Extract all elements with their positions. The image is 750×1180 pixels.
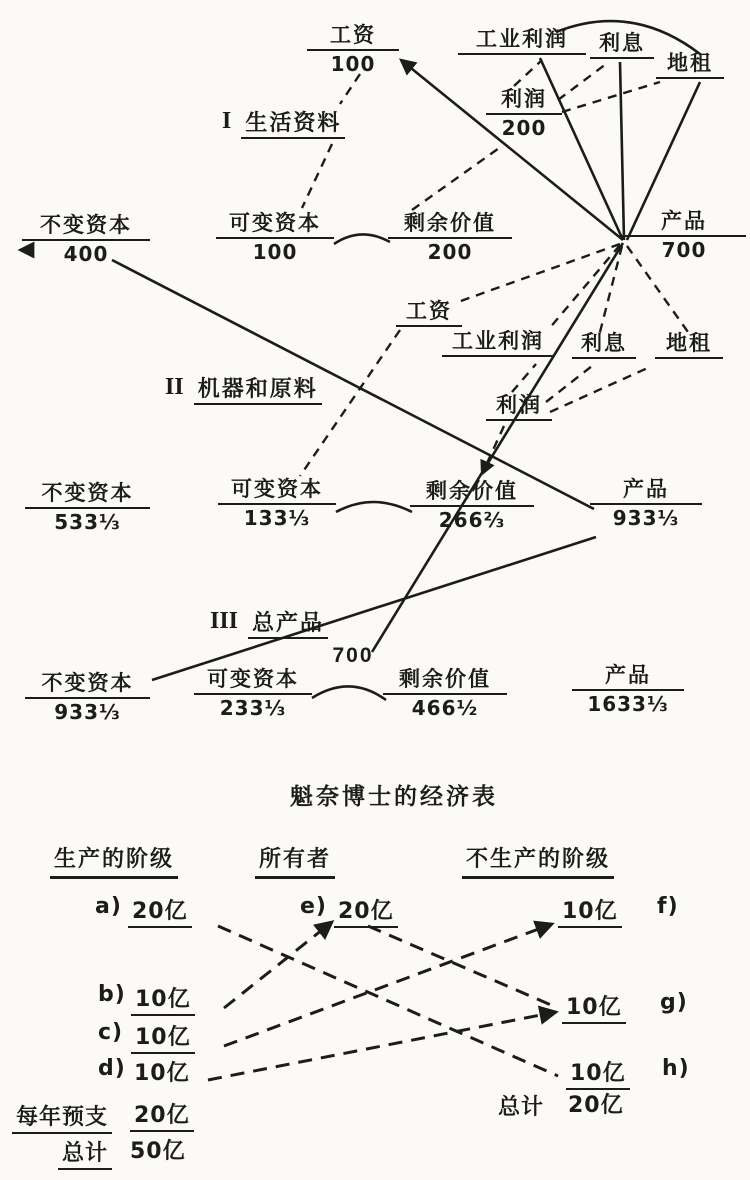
header-productive-class: 生产的阶级 bbox=[50, 842, 178, 879]
item-b-value: 10亿 bbox=[131, 982, 195, 1016]
section-title: 机器和原料 bbox=[194, 376, 322, 405]
node-label: 利润 bbox=[486, 394, 552, 421]
node-label: 可变资本 bbox=[194, 668, 312, 695]
section-title: 生活资料 bbox=[241, 110, 345, 139]
node-label: 700 bbox=[332, 644, 374, 667]
dash-profit1-to-indprofit1 bbox=[514, 60, 542, 86]
right-total-value: 20亿 bbox=[568, 1093, 624, 1118]
item-f-key: f) bbox=[657, 894, 679, 919]
item-h-key: h) bbox=[662, 1056, 690, 1081]
node-label: 利润 bbox=[486, 88, 562, 115]
node-profit-1 bbox=[486, 88, 562, 140]
item-h-value: 10亿 bbox=[566, 1056, 630, 1090]
node-label: 工业利润 bbox=[458, 28, 586, 55]
brace-vc3-sv3 bbox=[312, 686, 386, 700]
item-g-value: 10亿 bbox=[562, 990, 626, 1024]
node-label: 可变资本 bbox=[218, 478, 336, 505]
node-industrial-profit-1 bbox=[458, 28, 586, 55]
node-value: 200 bbox=[427, 239, 473, 264]
dash-wage100-to-section1 bbox=[340, 74, 360, 104]
item-a-value: 20亿 bbox=[128, 894, 192, 928]
dash-product1-to-interest2 bbox=[600, 246, 622, 332]
item-e-value: 20亿 bbox=[334, 894, 398, 928]
node-interest-2 bbox=[572, 332, 636, 359]
node-variable-capital-1 bbox=[216, 212, 334, 264]
node-rent-1 bbox=[656, 52, 724, 79]
node-transfer-700 bbox=[328, 644, 378, 669]
section-3-heading bbox=[210, 606, 328, 637]
node-industrial-profit-2 bbox=[442, 330, 554, 357]
header-owners: 所有者 bbox=[255, 842, 335, 879]
node-variable-capital-2 bbox=[218, 478, 336, 530]
node-value: 266⅔ bbox=[438, 507, 506, 532]
node-label: 工业利润 bbox=[442, 330, 554, 357]
node-value: 700 bbox=[661, 237, 707, 262]
node-value: 933⅓ bbox=[612, 505, 680, 530]
node-label: 地租 bbox=[656, 52, 724, 79]
brace-vc2-sv2 bbox=[336, 502, 412, 512]
solid-connectors bbox=[20, 21, 700, 700]
dash-profit1-to-interest1 bbox=[558, 64, 606, 100]
item-g-key: g) bbox=[660, 990, 688, 1015]
node-value: 133⅓ bbox=[243, 505, 311, 530]
section-numeral: II bbox=[165, 374, 184, 400]
section-1-heading bbox=[222, 106, 345, 137]
footer-total-label: 总计 bbox=[58, 1136, 112, 1170]
node-label: 不变资本 bbox=[25, 672, 150, 699]
node-surplus-value-3 bbox=[383, 668, 507, 720]
node-label: 利息 bbox=[572, 332, 636, 359]
node-rent-2 bbox=[655, 332, 723, 359]
node-value: 233⅓ bbox=[219, 695, 287, 720]
node-constant-capital-1 bbox=[22, 214, 150, 266]
line-indprofit1-to-product1 bbox=[540, 58, 623, 240]
node-value: 100 bbox=[252, 239, 298, 264]
node-wage-2 bbox=[396, 300, 462, 327]
node-surplus-value-1 bbox=[388, 212, 512, 264]
node-label: 剩余价值 bbox=[388, 212, 512, 239]
node-label: 可变资本 bbox=[216, 212, 334, 239]
item-c-value: 10亿 bbox=[131, 1020, 195, 1054]
node-value: 533⅓ bbox=[54, 509, 121, 534]
node-constant-capital-2 bbox=[25, 482, 150, 534]
node-label: 剩余价值 bbox=[383, 668, 507, 695]
item-d-value: 10亿 bbox=[134, 1061, 190, 1086]
item-c-key: c) bbox=[98, 1020, 124, 1045]
node-surplus-value-2 bbox=[410, 480, 534, 532]
footer-annual-advance-value: 20亿 bbox=[130, 1098, 194, 1132]
node-product-3 bbox=[572, 664, 684, 716]
node-value: 200 bbox=[501, 115, 547, 140]
section-numeral: III bbox=[210, 608, 239, 634]
node-label: 利息 bbox=[590, 32, 654, 59]
dash-section1-to-vc1 bbox=[302, 144, 332, 208]
item-e-key: e) bbox=[300, 894, 327, 919]
item-b-key: b) bbox=[98, 982, 126, 1007]
node-value: 933⅓ bbox=[54, 699, 121, 724]
section-2-heading bbox=[165, 372, 322, 403]
section-title: 总产品 bbox=[248, 610, 328, 639]
node-constant-capital-3 bbox=[25, 672, 150, 724]
item-d-key: d) bbox=[98, 1056, 126, 1081]
node-label: 产品 bbox=[572, 664, 684, 691]
right-total-label: 总计 bbox=[498, 1095, 545, 1120]
node-label: 不变资本 bbox=[22, 214, 150, 241]
node-wage-1 bbox=[307, 24, 399, 76]
figure-caption: 魁奈博士的经济表 bbox=[290, 783, 498, 809]
node-value: 466½ bbox=[411, 695, 479, 720]
section-numeral: I bbox=[222, 108, 232, 134]
dashed-connectors-quesnay bbox=[208, 922, 558, 1080]
node-label: 工资 bbox=[307, 24, 399, 51]
footer-annual-advance-label: 每年预支 bbox=[12, 1100, 112, 1134]
footer-total-value: 50亿 bbox=[130, 1139, 186, 1164]
brace-vc1-sv1 bbox=[334, 234, 390, 244]
dash-e-to-g bbox=[368, 926, 558, 1008]
item-f-value: 10亿 bbox=[558, 894, 622, 928]
header-unproductive-class: 不生产的阶级 bbox=[462, 842, 614, 879]
node-product-2 bbox=[590, 478, 702, 530]
node-profit-2 bbox=[486, 394, 552, 421]
node-value: 1633⅓ bbox=[587, 691, 669, 716]
dash-sv1-to-profit1 bbox=[412, 146, 502, 210]
node-variable-capital-3 bbox=[194, 668, 312, 720]
node-label: 工资 bbox=[396, 300, 462, 327]
node-label: 地租 bbox=[655, 332, 723, 359]
node-value: 100 bbox=[330, 51, 376, 76]
node-value: 400 bbox=[63, 241, 109, 266]
node-product-1 bbox=[622, 210, 746, 262]
dash-profit2-to-indprofit2 bbox=[512, 364, 536, 392]
node-label: 产品 bbox=[622, 210, 746, 237]
item-a-key: a) bbox=[95, 894, 122, 919]
node-label: 剩余价值 bbox=[410, 480, 534, 507]
dash-a-to-h bbox=[218, 926, 558, 1076]
dash-d-to-g bbox=[208, 1012, 556, 1080]
node-interest-1 bbox=[590, 32, 654, 59]
node-label: 不变资本 bbox=[25, 482, 150, 509]
node-label: 产品 bbox=[590, 478, 702, 505]
dash-profit2-to-rent2 bbox=[550, 366, 652, 412]
